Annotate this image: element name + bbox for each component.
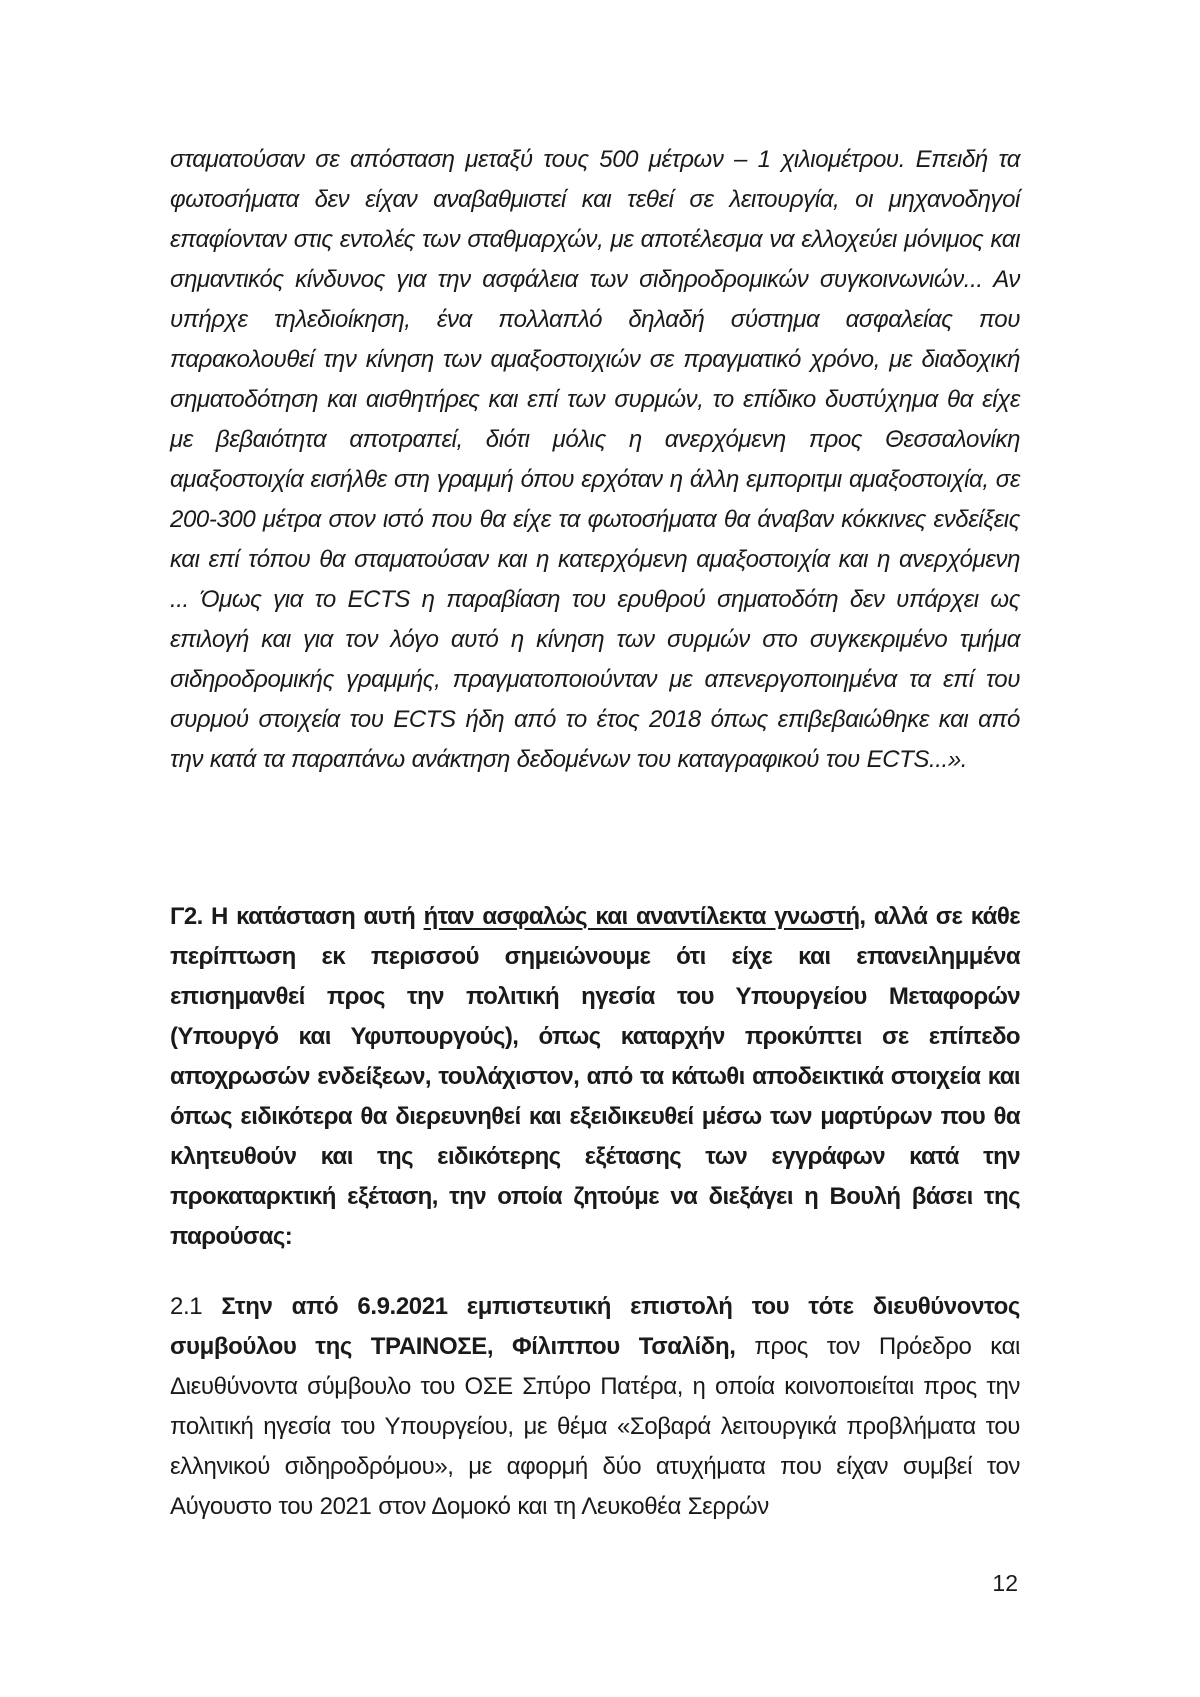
- page-number: 12: [992, 1570, 1018, 1596]
- section-g2-lead: Γ2. Η κατάσταση αυτή: [170, 903, 424, 930]
- item-2-1-body: προς τον Πρόεδρο και Διευθύνοντα σύμβουλο του ΟΣΕ Σπύρο Πατέρα, η οποία κοινοποιείται προς την πολιτική ηγεσία του Υπουργείου, με θέμα «Σοβαρά λειτουργικά προβλήματα του ελληνικού σιδηροδρόμου», με αφορμή δύο ατυχήματα που είχαν συμβεί τον Αύγουστο του 2021 στον Δομοκό και τη Λευκοθέα Σερρών: [170, 1333, 1020, 1520]
- item-2-1-number: 2.1: [170, 1293, 222, 1320]
- item-2-1-bold-lead: Στην από 6.9.2021 εμπιστευτική επιστολή του τότε διευθύνοντος συμβούλου της ΤΡΑΙΝΟΣΕ, Φίλιππου Τσαλίδη,: [170, 1293, 1021, 1360]
- section-g2-body: , αλλά σε κάθε περίπτωση εκ περισσού σημειώνουμε ότι είχε και επανειλημμένα επισημανθεί προς την πολιτική ηγεσία του Υπουργείου Μεταφορών (Υπουργό και Υφυπουργούς), όπως καταρχήν προκύπτει σε επίπεδο αποχρωσών ενδείξεων, τουλάχιστον, από τα κάτωθι αποδεικτικά στοιχεία και όπως ειδικότερα θα διερευνηθεί και εξειδικευθεί μέσω των μαρτύρων που θα κλητευθούν και της ειδικότερης εξέτασης των εγγράφων κατά την προκαταρκτική εξέταση, την οποία ζητούμε να διεξάγει η Βουλή βάσει της παρούσας:: [170, 903, 1020, 1250]
- quoted-excerpt-paragraph: σταματούσαν σε απόσταση μεταξύ τους 500 μέτρων – 1 χιλιομέτρου. Επειδή τα φωτοσήματα δεν είχαν αναβαθμιστεί και τεθεί σε λειτουργία, οι μηχανοδηγοί επαφίονταν στις εντολές των σταθμαρχών, με αποτέλεσμα να ελλοχεύει μόνιμος και σημαντικός κίνδυνος για την ασφάλεια των σιδηροδρομικών συγκοινωνιών... Αν υπήρχε τηλεδιοίκηση, ένα πολλαπλό δηλαδή σύστημα ασφαλείας που παρακολουθεί την κίνηση των αμαξοστοιχιών σε πραγματικό χρόνο, με διαδοχική σηματοδότηση και αισθητήρες και επί των συρμών, το επίδικο δυστύχημα θα είχε με βεβαιότητα αποτραπεί, διότι μόλις η ανερχόμενη προς Θεσσαλονίκη αμαξοστοιχία εισήλθε στη γραμμή όπου ερχόταν η άλλη εμποριτμι αμαξοστοιχία, σε 200-300 μέτρα στον ιστό που θα είχε τα φωτοσήματα θα άναβαν κόκκινες ενδείξεις και επί τόπου θα σταματούσαν και η κατερχόμενη αμαξοστοιχία και η ανερχόμενη ... Όμως για το ECTS η παραβίαση του ερυθρού σηματοδότη δεν υπάρχει ως επιλογή και για τον λόγο αυτό η κίνηση των συρμών στο συγκεκριμένο τμήμα σιδηροδρομικής γραμμής, πραγματοποιούνταν με απενεργοποιημένα τα επί του συρμού στοιχεία του ECTS ήδη από το έτος 2018 όπως επιβεβαιώθηκε και από την κατά τα παραπάνω ανάκτηση δεδομένων του καταγραφικού του ECTS...».: [170, 146, 1020, 773]
- section-g2-underlined-phrase: ήταν ασφαλώς και αναντίλεκτα γνωστή: [423, 903, 860, 930]
- section-g2-paragraph: [170, 897, 1020, 1257]
- item-2-1-paragraph: [170, 1287, 1020, 1527]
